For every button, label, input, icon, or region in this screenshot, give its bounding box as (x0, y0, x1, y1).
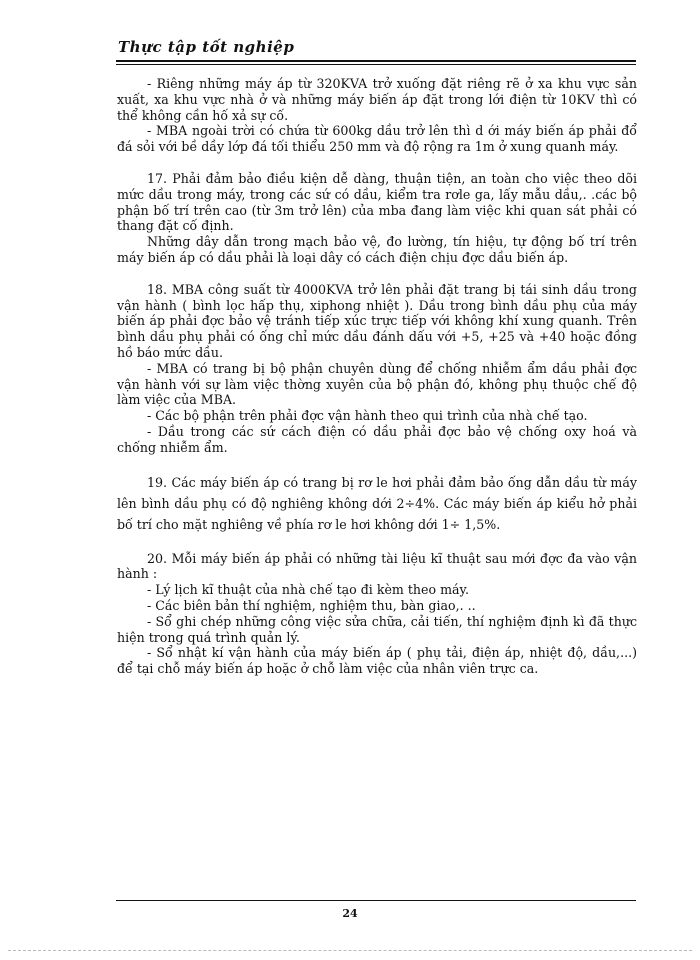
document-body (117, 76, 637, 677)
paragraph: 17. Phải đảm bảo điều kiện dễ dàng, thuận tiện, an toàn cho việc theo dõi mức dầu trong máy, trong các sứ có dầu, kiểm tra rơle ga, lấy mẫu dầu,. .các bộ phận bố trí trên cao (từ 3m trở lên) của mba đang làm việc khi quan sát phải có thang đặt cố định. (117, 170, 637, 234)
paragraph: - MBA ngoài trời có chứa từ 600kg dầu trở lên thì d ới máy biến áp phải đổ đá sỏi với bề dầy lớp đá tối thiểu 250 mm và độ rộng ra 1m ở xung quanh máy. (117, 123, 637, 155)
page-header-title: Thực tập tốt nghiệp (118, 38, 295, 56)
footer-rule (116, 900, 636, 901)
paragraph: 20. Mỗi máy biến áp phải có những tài liệu kĩ thuật sau mới đợc đa vào vận hành : (117, 550, 637, 582)
paragraph: - MBA có trang bị bộ phận chuyên dùng để chống nhiễm ẩm dầu phải đợc vận hành với sự làm việc thờng xuyên của bộ phận đó, không phụ thuộc chế độ làm việc của MBA. (117, 360, 637, 408)
paragraph: - Các biên bản thí nghiệm, nghiệm thu, bàn giao,. .. (147, 597, 476, 613)
paragraph: - Riêng những máy áp từ 320KVA trở xuống đặt riêng rẽ ở xa khu vực sản xuất, xa khu vực nhà ở và những máy biến áp đặt trong lới điện từ 10KV thì có thể không cần hố xả sự cố. (117, 76, 637, 123)
paragraph: 19. Các máy biến áp có trang bị rơ le hơi phải đảm bảo ống dẫn dầu từ máy lên bình dầu phụ có độ nghiêng không dới 2÷4%. Các máy biến áp kiểu hở phải bố trí cho mặt nghiêng về phía rơ le hơi không dới 1÷ 1,5%. (117, 474, 637, 532)
header-rule-thin (116, 64, 636, 65)
paragraph: 18. MBA công suất từ 4000KVA trở lên phải đặt trang bị tái sinh dầu trong vận hành ( bình lọc hấp thụ, xiphong nhiệt ). Dầu trong bình dầu phụ của máy biến áp phải đợc bảo vệ tránh tiếp xúc trực tiếp với không khí xung quanh. Trên bình dầu phụ phải có ống chỉ mức dầu đánh dấu với +5, +25 và +40 hoặc đồng hồ báo mức dầu. (117, 281, 637, 360)
header-rule-thick (116, 60, 636, 62)
paragraph: Những dây dẫn trong mạch bảo vệ, đo lường, tín hiệu, tự động bố trí trên máy biến áp có dầu phải là loại dây có cách điện chịu đợc dầu biến áp. (117, 234, 637, 265)
page-boundary-dotted-line (8, 950, 692, 951)
paragraph: - Lý lịch kĩ thuật của nhà chế tạo đi kèm theo máy. (147, 582, 469, 598)
paragraph: - Dầu trong các sứ cách điện có dầu phải đợc bảo vệ chống oxy hoá và chống nhiễm ẩm. (117, 423, 637, 455)
paragraph: - Các bộ phận trên phải đợc vận hành theo qui trình của nhà chế tạo. (147, 408, 588, 424)
page-number: 24 (342, 907, 358, 920)
paragraph: - Sổ nhật kí vận hành của máy biến áp ( phụ tải, điện áp, nhiệt độ, dầu,...) để tại chỗ máy biến áp hoặc ở chỗ làm việc của nhân viên trực ca. (117, 645, 637, 677)
paragraph: - Sổ ghi chép những công việc sửa chữa, cải tiến, thí nghiệm định kì đã thực hiện trong quá trình quản lý. (117, 613, 637, 645)
